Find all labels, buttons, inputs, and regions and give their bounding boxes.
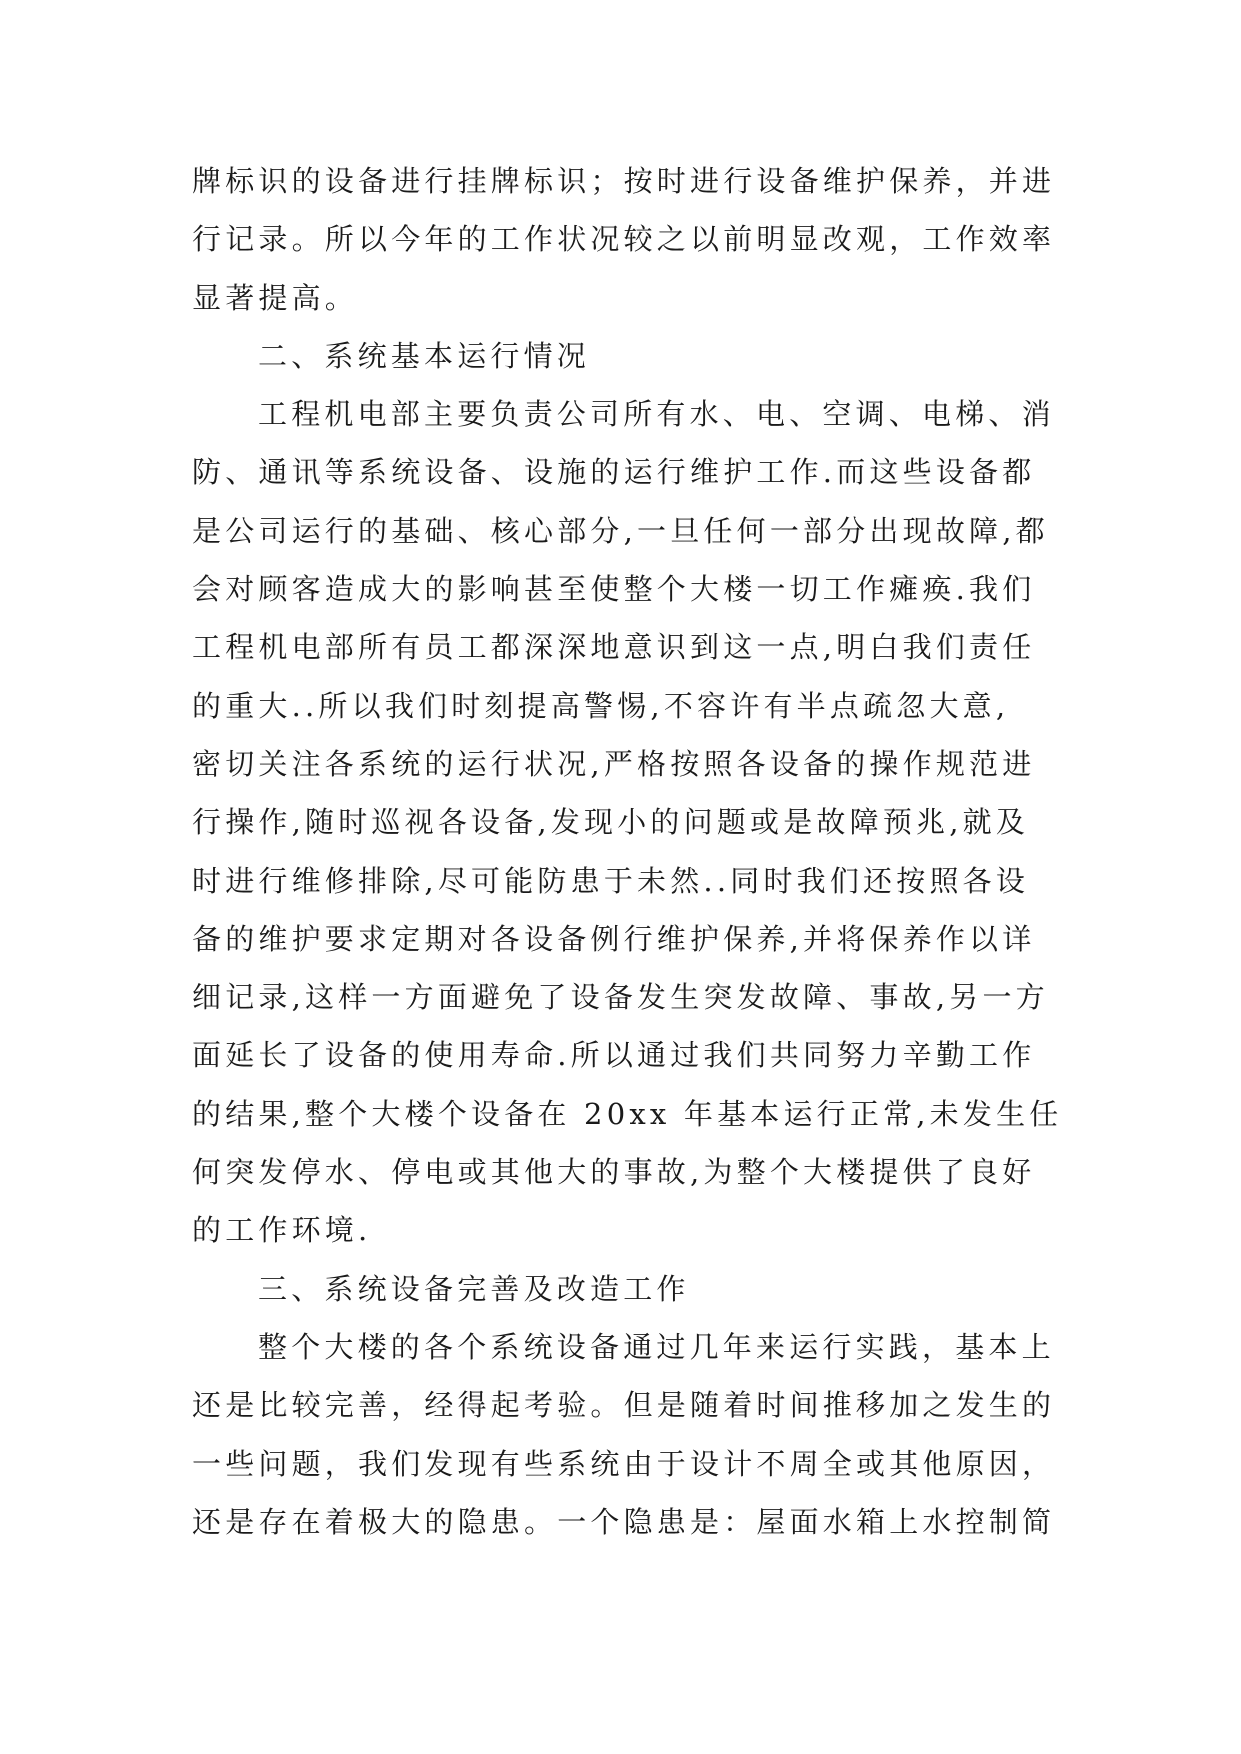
text-line: 工程机电部所有员工都深深地意识到这一点,明白我们责任	[192, 630, 1036, 665]
text-line: 工程机电部主要负责公司所有水、电、空调、电梯、消	[258, 397, 1055, 432]
text-line: 行记录。所以今年的工作状况较之以前明显改观，工作效率	[192, 222, 1056, 257]
text-line: 的结果,整个大楼个设备在 20xx 年基本运行正常,未发生任	[192, 1096, 1063, 1131]
text-line: 的重大..所以我们时刻提高警惕,不容许有半点疏忽大意,	[192, 688, 1010, 723]
text-line: 时进行维修排除,尽可能防患于未然..同时我们还按照各设	[192, 863, 1030, 898]
text-line: 整个大楼的各个系统设备通过几年来运行实践，基本上	[258, 1329, 1055, 1364]
text-line: 还是存在着极大的隐患。一个隐患是：屋面水箱上水控制简	[192, 1504, 1056, 1539]
text-line: 何突发停水、停电或其他大的事故,为整个大楼提供了良好	[192, 1155, 1036, 1190]
text-line: 密切关注各系统的运行状况,严格按照各设备的操作规范进	[192, 746, 1036, 781]
text-line: 细记录,这样一方面避免了设备发生突发故障、事故,另一方	[192, 980, 1049, 1015]
text-line: 显著提高。	[192, 280, 359, 315]
text-line: 面延长了设备的使用寿命.所以通过我们共同努力辛勤工作	[192, 1038, 1036, 1073]
text-line: 防、通讯等系统设备、设施的运行维护工作.而这些设备都	[192, 455, 1036, 490]
text-line: 的工作环境.	[192, 1213, 372, 1248]
document-body	[192, 152, 1063, 1551]
text-line: 一些问题，我们发现有些系统由于设计不周全或其他原因，	[192, 1446, 1056, 1481]
text-line: 行操作,随时巡视各设备,发现小的问题或是故障预兆,就及	[192, 805, 1030, 840]
text-line: 牌标识的设备进行挂牌标识；按时进行设备维护保养，并进	[192, 164, 1056, 198]
text-line: 是公司运行的基础、核心部分,一旦任何一部分出现故障,都	[192, 513, 1049, 548]
section-heading: 二、系统基本运行情况	[258, 338, 591, 373]
text-line: 还是比较完善，经得起考验。但是随着时间推移加之发生的	[192, 1388, 1056, 1423]
text-line: 备的维护要求定期对各设备例行维护保养,并将保养作以详	[192, 921, 1036, 956]
text-line: 会对顾客造成大的影响甚至使整个大楼一切工作瘫痪.我们	[192, 572, 1036, 607]
section-heading: 三、系统设备完善及改造工作	[258, 1271, 690, 1306]
